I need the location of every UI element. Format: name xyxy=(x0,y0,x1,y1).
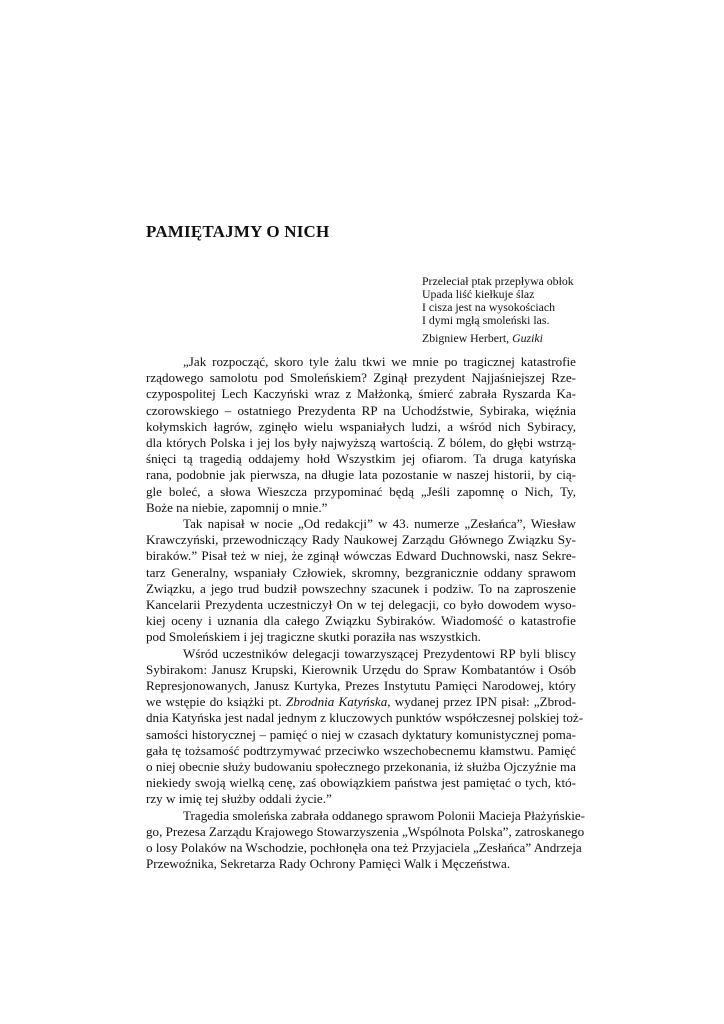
text-line: Boże na niebie, zapomnij o mnie.” xyxy=(146,499,328,515)
text-line: gała tę tożsamość podtrzymywać przeciwko wszechobecnemu kłamstwu. Pamięć xyxy=(146,742,576,758)
text-segment: we wstępie do książki pt. xyxy=(146,694,287,710)
text-line: Związku, a jego trud budził powszechny szacunek i podziw. To na zaproszenie xyxy=(146,580,576,596)
text-line: dnia Katyńska jest nadal jednym z kluczowych punktów współczesnej polskiej toż- xyxy=(146,710,584,726)
text-line: rana, podobnie jak pierwsza, na długie lata pozostanie w naszej historii, by cią- xyxy=(146,467,576,483)
text-line: rządowego samolotu pod Smoleńskiem? Zginął prezydent Najjaśniejszej Rze- xyxy=(146,370,576,386)
epigraph-line: I cisza jest na wysokościach xyxy=(422,300,555,314)
book-title: Zbrodnia Katyńska xyxy=(286,694,388,710)
text-line: gle boleć, a słowa Wieszcza przypominać będą „Jeśli zapomnę o Nich, Ty, xyxy=(146,483,576,499)
paragraph-4 xyxy=(146,807,586,873)
text-line: niekiedy swoją wielką cenę, zaś obowiązkiem państwa jest pamiętać o tych, któ- xyxy=(146,775,576,791)
text-line: o niej obecnie służy budowaniu społecznego przekonania, iż służba Ojczyźnie ma xyxy=(146,759,576,775)
text-line: śnięci tą tragedią oddajemy hołd Wszystkim jej ofiarom. Ta druga katyńska xyxy=(146,451,576,467)
text-line: czypospolitej Lech Kaczyński wraz z Małżonką, śmierć zabrała Ryszarda Ka- xyxy=(146,386,576,402)
text-line: dla których Polska i jej los były najwyższą wartością. Z bólem, do głębi wstrzą- xyxy=(146,435,576,451)
epigraph xyxy=(422,275,622,345)
text-line: kołymskich łagrów, zginęło wielu wspaniałych ludzi, a wśród nich Sybiracy, xyxy=(146,418,576,434)
text-line: Krawczyński, przewodniczący Rady Naukowej Zarządu Głównego Związku Sy- xyxy=(146,532,576,548)
text-line: Wśród uczestników delegacji towarzyszącej Prezydentowi RP byli bliscy xyxy=(183,645,576,661)
text-line: czorowskiego – ostatniego Prezydenta RP na Uchodźstwie, Sybiraka, więźnia xyxy=(146,402,576,418)
epigraph-line: I dymi mgłą smoleński las. xyxy=(422,313,550,327)
text-line: Represjonowanych, Janusz Kurtyka, Prezes Instytutu Pamięci Narodowej, który xyxy=(146,678,576,694)
epigraph-line: Upada liść kiełkuje ślaz xyxy=(422,287,535,301)
epigraph-attribution xyxy=(422,332,622,345)
paragraph-3 xyxy=(146,645,584,808)
text-line: tarz Generalny, wspaniały Człowiek, skromny, bezgranicznie oddany sprawom xyxy=(146,564,576,580)
text-line: Kancelarii Prezydenta uczestniczył On w tej delegacji, co było dowodem wyso- xyxy=(146,597,576,613)
text-line: Tak napisał w nocie „Od redakcji” w 43. numerze „Zesłańca”, Wiesław xyxy=(183,516,576,532)
page-title: PAMIĘTAJMY O NICH xyxy=(146,222,330,241)
text-line: go, Prezesa Zarządu Krajowego Stowarzyszenia „Wspólnota Polska”, zatroskanego xyxy=(146,823,585,839)
text-line: Tragedia smoleńska zabrała oddanego sprawom Polonii Macieja Płażyńskie- xyxy=(183,807,586,823)
text-line: Sybirakom: Janusz Krupski, Kierownik Urzędu do Spraw Kombatantów i Osób xyxy=(146,661,576,677)
text-line: samości historycznej – pamięć o niej w czasach dyktatury komunistycznej poma- xyxy=(146,726,576,742)
epigraph-work-title: Guziki xyxy=(512,331,543,345)
text-line: o losy Polaków na Wschodzie, pochłonęła ona też Przyjaciela „Zesłańca” Andrzeja xyxy=(146,840,582,856)
text-line: „Jak rozpocząć, skoro tyle żalu tkwi we mnie po tragicznej katastrofie xyxy=(183,354,576,369)
epigraph-author: Zbigniew Herbert, xyxy=(422,331,510,345)
paragraph-2 xyxy=(146,516,576,646)
epigraph-line: Przeleciał ptak przepływa obłok xyxy=(422,274,574,288)
text-line: kiej oceny i uznania dla całego Związku Sybiraków. Wiadomość o katastrofie xyxy=(146,613,576,629)
text-line-with-italic xyxy=(146,694,576,710)
paragraph-1 xyxy=(146,354,576,516)
text-line: biraków.” Pisał też w niej, że zginął wówczas Edward Duchnowski, nasz Sekre- xyxy=(146,548,576,564)
text-segment: , wydanej przez IPN pisał: „Zbrod- xyxy=(387,694,576,710)
text-line: pod Smoleńskiem i jej tragiczne skutki poraziła nas wszystkich. xyxy=(146,629,481,645)
article-body xyxy=(146,354,586,873)
text-line: Przewoźnika, Sekretarza Rady Ochrony Pamięci Walk i Męczeństwa. xyxy=(146,856,511,872)
text-line: rzy w imię tej służby oddali życie.” xyxy=(146,791,332,807)
